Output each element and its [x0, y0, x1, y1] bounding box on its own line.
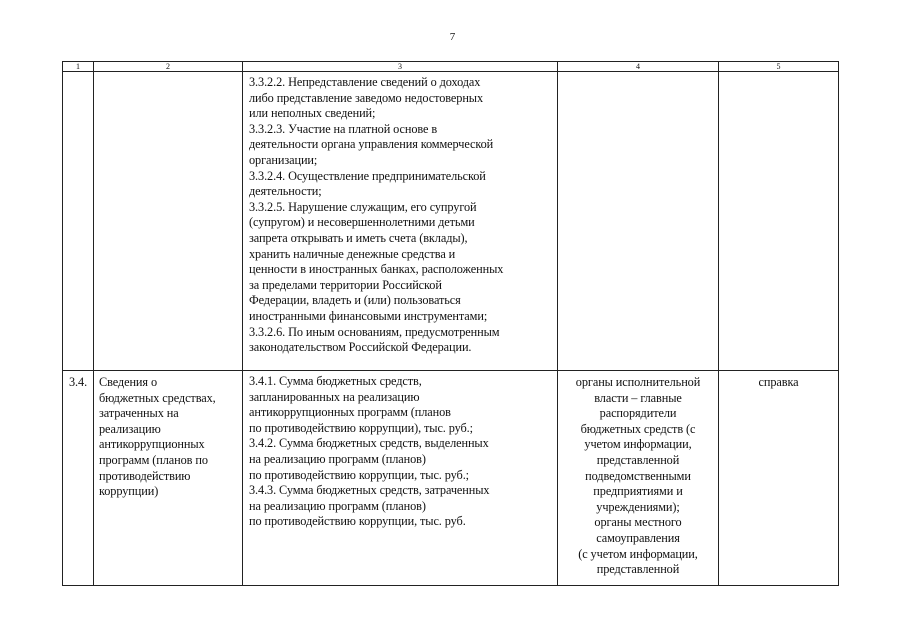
cell-text-line: 3.4. [69, 375, 88, 389]
report-form-cell [719, 371, 839, 586]
column-header: 3 [243, 62, 558, 72]
cell-text-line: по противодействию коррупции, тыс. руб. [249, 514, 466, 529]
cell-text-line: бюджетных средств (с [580, 421, 696, 436]
cell-text-line: органы исполнительной [575, 375, 701, 389]
cell-text-line: представленной [596, 452, 680, 467]
cell-text-line: антикоррупционных программ (планов [249, 405, 451, 420]
cell-text-line: власти – главные [594, 390, 682, 405]
table-header-row [63, 62, 839, 72]
cell-text-line: (с учетом информации, [578, 546, 698, 561]
row-number-cell [63, 72, 94, 371]
responsible-body-cell [558, 72, 719, 371]
cell-text-line: предприятиями и [593, 484, 683, 499]
responsible-body-cell [558, 371, 719, 586]
cell-text-line: 3.4.3. Сумма бюджетных средств, затраченных [249, 483, 490, 498]
cell-text-line: 3.4.1. Сумма бюджетных средств, [249, 374, 422, 388]
cell-text-line: запрета открывать и иметь счета (вклады), [249, 230, 468, 245]
indicator-name-cell [94, 72, 243, 371]
cell-text-line: программ (планов по [99, 452, 208, 467]
column-header: 2 [94, 62, 243, 72]
cell-text-line: 3.3.2.3. Участие на платной основе в [249, 121, 438, 136]
cell-text-line: коррупции) [99, 484, 159, 499]
cell-text-line: 3.4.2. Сумма бюджетных средств, выделенных [249, 436, 489, 451]
cell-text-line: (супругом) и несовершеннолетними детьми [249, 215, 475, 230]
indicator-name-cell [94, 371, 243, 586]
cell-text-line: самоуправления [596, 530, 680, 545]
cell-text-line: антикоррупционных [99, 437, 205, 452]
row-number-cell [63, 371, 94, 586]
cell-text-line: на реализацию программ (планов) [249, 451, 426, 466]
cell-text-line: иностранными финансовыми инструментами; [249, 308, 488, 323]
cell-text-line: деятельности органа управления коммерческой [249, 137, 494, 152]
cell-text-line: 3.3.2.2. Непредставление сведений о доходах [249, 75, 481, 89]
indicator-details-cell [243, 371, 558, 586]
cell-text-line: или неполных сведений; [249, 106, 376, 121]
cell-text-line: по противодействию коррупции), тыс. руб.; [249, 420, 473, 435]
column-header: 1 [63, 62, 94, 72]
cell-text-line: по противодействию коррупции, тыс. руб.; [249, 467, 469, 482]
column-header: 4 [558, 62, 719, 72]
cell-text-line: либо представление заведомо недостоверных [249, 90, 484, 105]
cell-text-line: организации; [249, 152, 318, 167]
cell-text-line: органы местного [594, 515, 682, 530]
cell-text-line: противодействию [99, 468, 191, 483]
cell-text-line: представленной [596, 562, 680, 577]
column-header: 5 [719, 62, 839, 72]
cell-text-line: Сведения о [99, 375, 157, 389]
page-number: 7 [449, 31, 456, 43]
cell-text-line: распорядители [599, 406, 677, 421]
cell-text-line: справка [758, 375, 799, 389]
cell-text-line: на реализацию программ (планов) [249, 498, 426, 513]
cell-text-line: затраченных на [99, 406, 179, 421]
cell-text-line: Федерации, владеть и (или) пользоваться [249, 293, 461, 308]
cell-text-line: 3.3.2.6. По иным основаниям, предусмотренным [249, 324, 500, 339]
cell-text-line: законодательством Российской Федерации. [249, 340, 472, 355]
table-row [63, 371, 839, 586]
table-row [63, 72, 839, 371]
cell-text-line: учетом информации, [584, 437, 692, 452]
indicators-table [62, 61, 839, 586]
indicator-details-cell [243, 72, 558, 371]
cell-text-line: реализацию [99, 421, 161, 436]
cell-text-line: 3.3.2.5. Нарушение служащим, его супругой [249, 199, 477, 214]
cell-text-line: ценности в иностранных банках, расположенных [249, 262, 504, 277]
cell-text-line: хранить наличные денежные средства и [249, 246, 456, 261]
cell-text-line: запланированных на реализацию [249, 389, 420, 404]
cell-text-line: деятельности; [249, 184, 322, 199]
cell-text-line: бюджетных средствах, [99, 390, 216, 405]
cell-text-line: учреждениями); [596, 499, 680, 514]
cell-text-line: 3.3.2.4. Осуществление предпринимательской [249, 168, 486, 183]
report-form-cell [719, 72, 839, 371]
cell-text-line: за пределами территории Российской [249, 277, 442, 292]
cell-text-line: подведомственными [585, 468, 691, 483]
